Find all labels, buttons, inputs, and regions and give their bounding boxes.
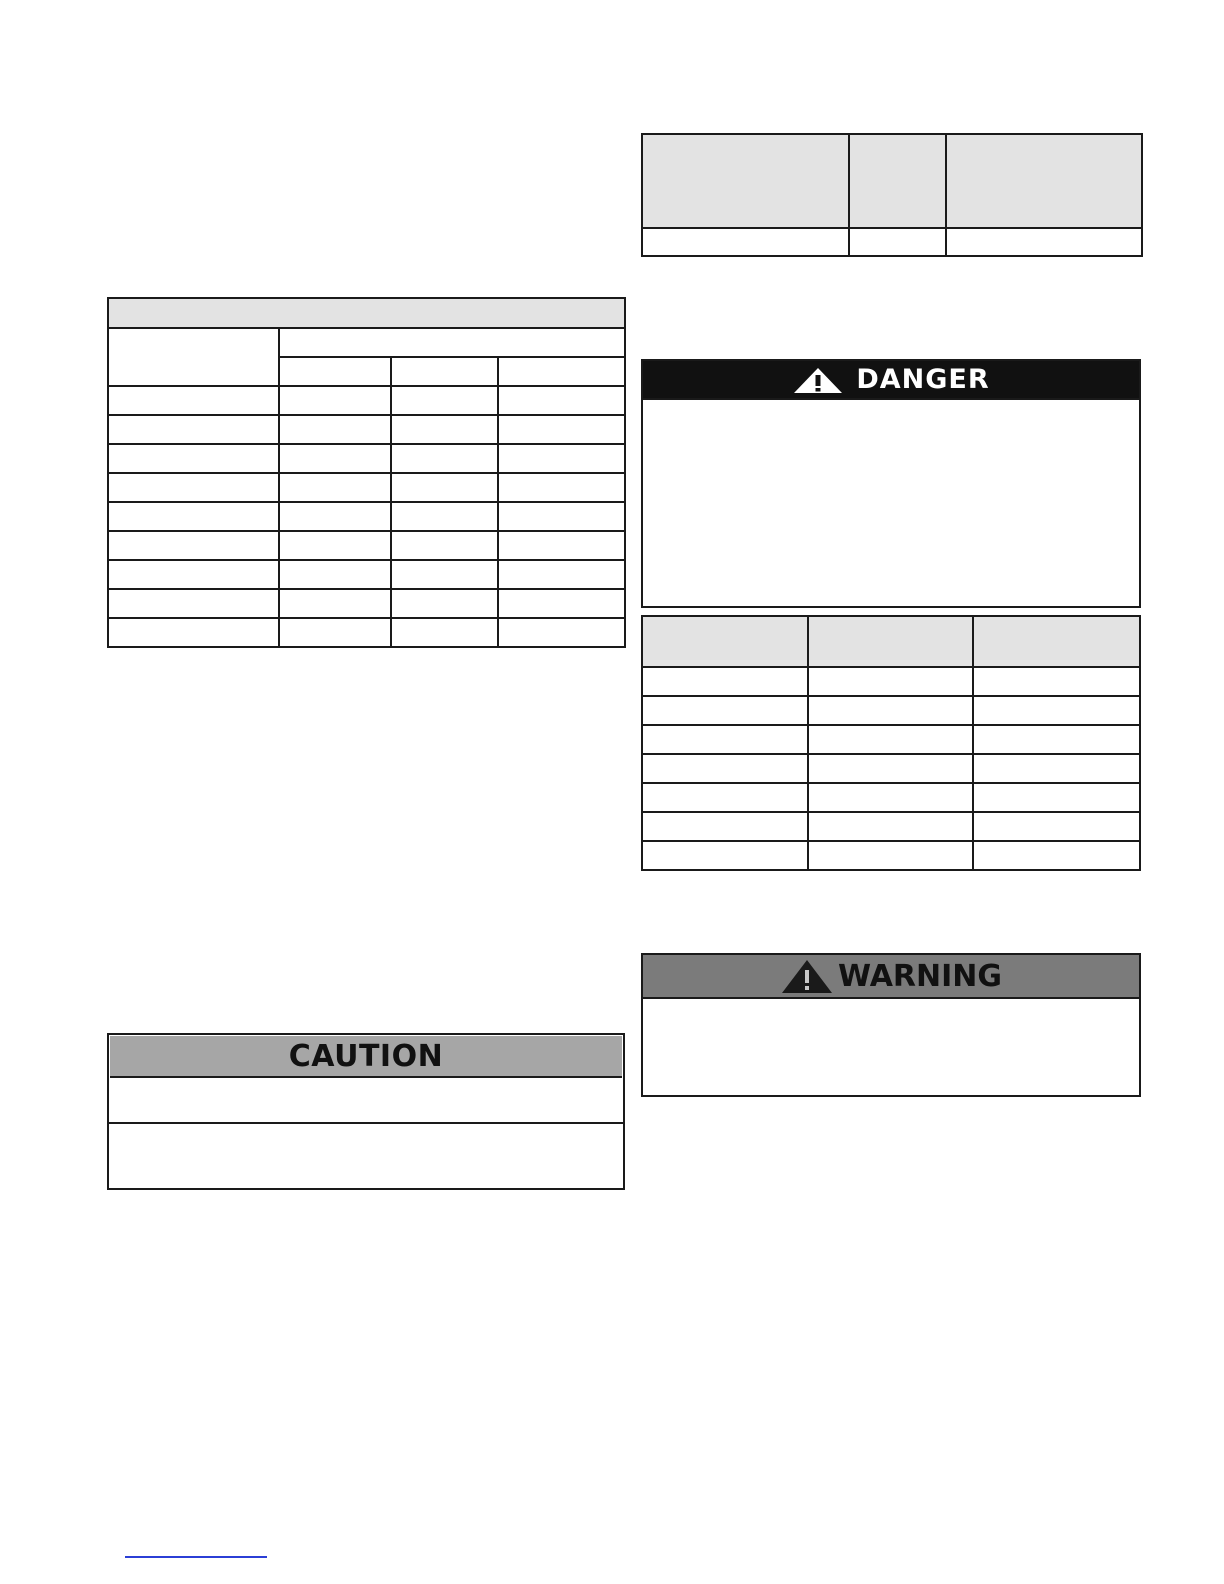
table-row — [642, 754, 1140, 783]
danger-notice — [641, 359, 1141, 608]
column-header-cell — [808, 616, 973, 667]
column-header-cell — [391, 357, 498, 386]
column-header-cell — [642, 134, 849, 228]
table-row — [108, 560, 625, 589]
caution-notice — [107, 1033, 625, 1190]
table-row — [108, 386, 625, 415]
table-row — [108, 589, 625, 618]
caution-body-row — [109, 1079, 623, 1124]
left-data-table — [107, 297, 626, 648]
table-title-cell — [108, 298, 625, 328]
column-header-cell — [849, 134, 946, 228]
danger-header — [643, 361, 1139, 400]
caution-label: CAUTION — [288, 1038, 444, 1074]
column-header-cell — [279, 357, 391, 386]
table-row — [108, 444, 625, 473]
column-header-cell — [973, 616, 1140, 667]
group-header-cell — [279, 328, 625, 357]
warning-triangle-icon — [792, 366, 844, 394]
table-row — [642, 812, 1140, 841]
warning-notice — [641, 953, 1141, 1097]
table-row — [642, 228, 1142, 256]
table-row — [642, 841, 1140, 870]
table-row — [108, 618, 625, 647]
right-lower-table — [641, 615, 1141, 871]
column-header-cell — [498, 357, 625, 386]
table-row — [108, 473, 625, 502]
warning-label: WARNING — [837, 958, 1003, 994]
danger-label: DANGER — [856, 364, 990, 395]
warning-triangle-icon — [780, 958, 834, 994]
warning-header — [643, 955, 1139, 999]
row-header-cell — [108, 328, 279, 386]
table-row — [642, 667, 1140, 696]
table-row — [642, 783, 1140, 812]
table-row — [642, 725, 1140, 754]
column-header-cell — [946, 134, 1142, 228]
table-row — [642, 696, 1140, 725]
footer-link-underline[interactable] — [125, 1556, 267, 1558]
table-row — [108, 415, 625, 444]
table-row — [108, 502, 625, 531]
column-header-cell — [642, 616, 808, 667]
caution-header — [110, 1036, 622, 1078]
table-row — [108, 531, 625, 560]
right-top-table — [641, 133, 1143, 257]
